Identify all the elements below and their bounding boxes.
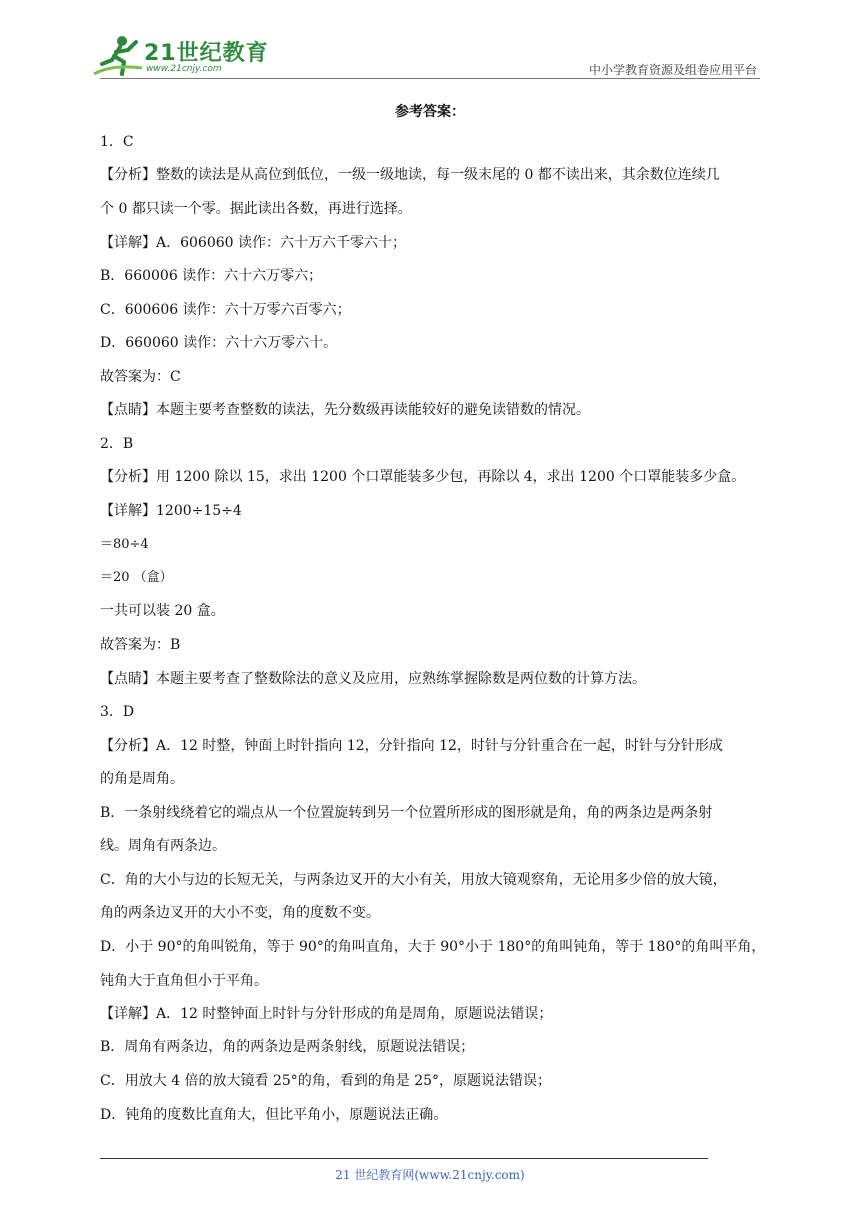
platform-label: 中小学教育资源及组卷应用平台 — [588, 63, 757, 77]
header-divider — [100, 78, 760, 79]
text-line: 钝角大于直角但小于平角。 — [100, 973, 268, 989]
text-line: 线。周角有两条边。 — [100, 838, 226, 854]
text-line: 1．C — [100, 134, 134, 150]
text-line: 【点睛】本题主要考查整数的读法，先分数级再读能较好的避免读错数的情况。 — [100, 402, 590, 418]
text-line: 一共可以装 20 盒。 — [100, 603, 225, 619]
text-line: 【详解】A．606060 读作：六十万六千零六十； — [100, 235, 407, 251]
logo-url: www.21cnjy.com — [146, 64, 222, 74]
text-line: D．660060 读作：六十六万零六十。 — [100, 335, 338, 351]
text-line: 【分析】用 1200 除以 15，求出 1200 个口罩能装多少包，再除以 4，求出 1200 个口罩能装多少盒。 — [100, 469, 746, 485]
footer-divider — [100, 1158, 708, 1159]
page-header — [0, 0, 860, 90]
text-line: 2．B — [100, 436, 134, 452]
page-title: 参考答案： — [395, 104, 465, 120]
text-line: 【详解】A．12 时整钟面上时针与分针形成的角是周角，原题说法错误； — [100, 1006, 553, 1022]
page-footer: 21 世纪教育网(www.21cnjy.com) — [335, 1168, 525, 1182]
text-line: 【详解】1200÷15÷4 — [100, 503, 242, 519]
text-line: 角的两条边叉开的大小不变，角的度数不变。 — [100, 905, 380, 921]
site-logo — [92, 34, 269, 78]
text-line: C．600606 读作：六十万零六百零六； — [100, 302, 351, 318]
text-line: 故答案为：B — [100, 637, 181, 653]
text-line: 的角是周角。 — [100, 771, 184, 787]
text-line: 故答案为：C — [100, 369, 181, 385]
text-line: ＝80÷4 — [100, 537, 149, 552]
logo-text: 21世纪教育 — [144, 41, 269, 66]
text-line: 【分析】整数的读法是从高位到低位，一级一级地读，每一级末尾的 0 都不读出来，其余数位连续几 — [100, 167, 720, 183]
text-line: C．角的大小与边的长短无关，与两条边叉开的大小有关，用放大镜观察角，无论用多少倍的放大镜， — [100, 872, 727, 888]
runner-logo-icon — [92, 34, 144, 78]
text-line: 个 0 都只读一个零。据此读出各数，再进行选择。 — [100, 201, 412, 217]
text-line: D．小于 90°的角叫锐角，等于 90°的角叫直角，大于 90°小于 180°的角叫钝角，等于 180°的角叫平角， — [100, 939, 766, 955]
text-line: 【分析】A．12 时整，钟面上时针指向 12，分针指向 12，时针与分针重合在一起，时针与分针形成 — [100, 738, 723, 754]
text-line: 【点睛】本题主要考查了整数除法的意义及应用，应熟练掌握除数是两位数的计算方法。 — [100, 671, 646, 687]
text-line: B．一条射线绕着它的端点从一个位置旋转到另一个位置所形成的图形就是角，角的两条边是两条射 — [100, 805, 713, 821]
text-line: 3．D — [100, 704, 135, 720]
text-line: B．660006 读作：六十六万零六； — [100, 268, 323, 284]
text-line: ＝20 （盒） — [100, 570, 173, 585]
text-line: C．用放大 4 倍的放大镜看 25°的角，看到的角是 25°，原题说法错误； — [100, 1073, 552, 1089]
text-line: B．周角有两条边，角的两条边是两条射线，原题说法错误； — [100, 1039, 475, 1055]
text-line: D．钝角的度数比直角大，但比平角小，原题说法正确。 — [100, 1107, 448, 1123]
